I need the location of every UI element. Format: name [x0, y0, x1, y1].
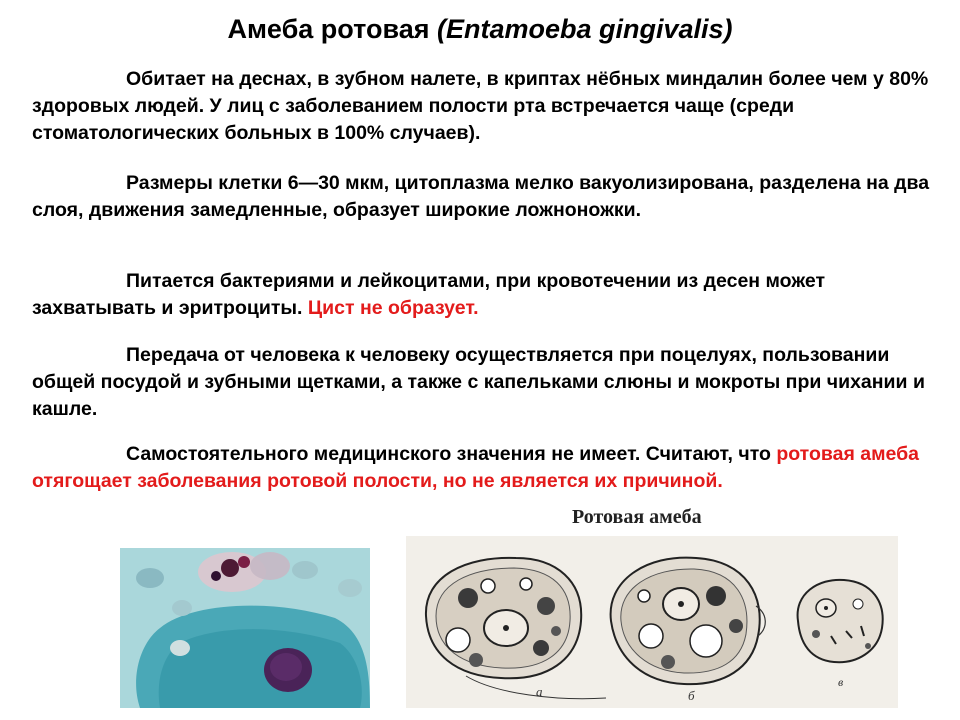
paragraph-feeding-highlight: Цист не образует. [307, 297, 479, 319]
title-main: Амеба ротовая [227, 14, 430, 44]
paragraph-feeding [32, 268, 932, 322]
paragraph-habitat [32, 66, 932, 147]
paragraph-habitat-text: Обитает на деснах, в зубном налете, в криптах нёбных миндалин более чем у 80% здоровых людей. У лиц с заболеванием полости рта встречается чаще (среди стоматологических больных в 100% случаев). [32, 68, 929, 144]
paragraph-transmission [32, 342, 932, 423]
drawing-label-b: б [688, 688, 695, 703]
paragraph-significance [32, 441, 932, 495]
page-title [0, 14, 960, 45]
paragraph-significance-highlight: ротовая амеба отягощает заболевания ротовой полости, но не является их причиной. [32, 443, 920, 492]
amoeba-drawing-svg [406, 536, 898, 708]
paragraph-transmission-text: Передача от человека к человеку осуществляется при поцелуях, пользовании общей посудой и зубными щетками, а также с капельками слюны и мокроты при чихании и кашле. [32, 344, 925, 420]
amoeba-drawing-image [406, 536, 898, 708]
micrograph-svg [120, 548, 370, 708]
drawing-label-a: а [536, 684, 543, 699]
title-latin: (Entamoeba gingivalis) [436, 14, 733, 44]
paragraph-feeding-text: Питается бактериями и лейкоцитами, при кровотечении из десен может захватывать и эритроциты. [32, 270, 826, 319]
paragraph-significance-text: Самостоятельного медицинского значения не имеет. Считают, что [126, 443, 771, 465]
micrograph-image [120, 548, 370, 708]
paragraph-size-text: Размеры клетки 6—30 мкм, цитоплазма мелко вакуолизирована, разделена на два слоя, движения замедленные, образует широкие ложноножки. [32, 172, 930, 221]
drawing-label-c: в [838, 675, 844, 689]
figure-caption: Ротовая амеба [572, 506, 702, 528]
paragraph-size [32, 170, 932, 224]
